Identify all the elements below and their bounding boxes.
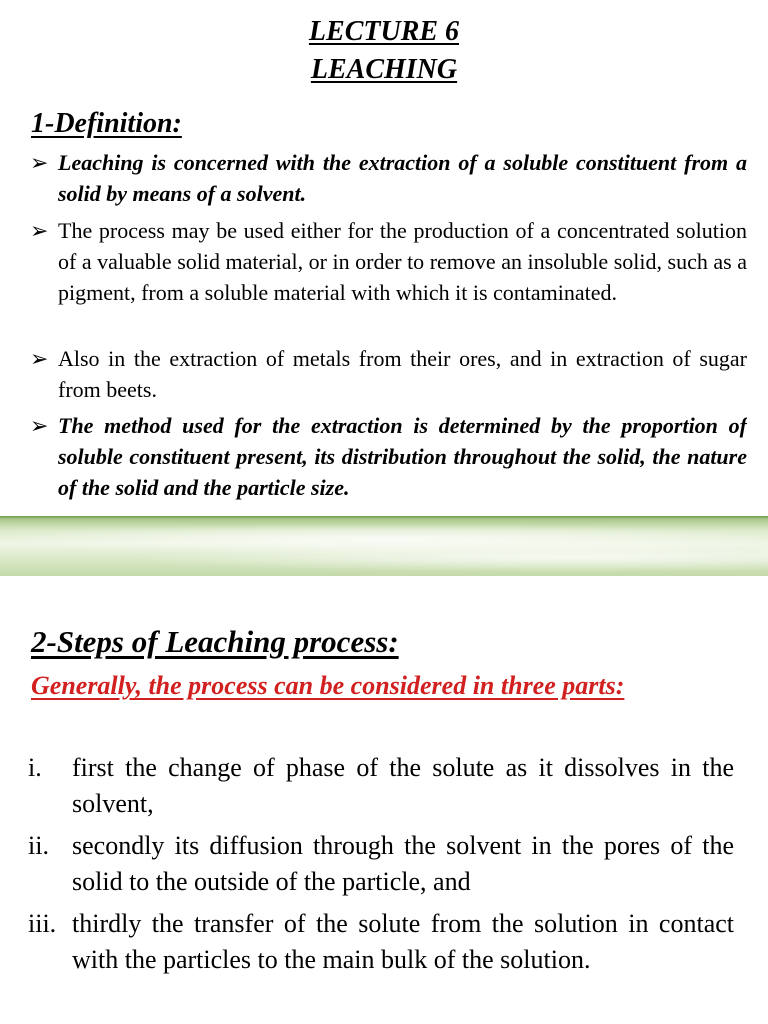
arrow-bullet-icon: ➢ [30,218,49,243]
definition-bullet [30,147,747,209]
step-number: iii. [28,909,57,938]
arrow-bullet-icon: ➢ [30,150,49,175]
definition-heading: 1-Definition: [31,108,182,139]
arrow-bullet-icon: ➢ [30,413,49,438]
definition-bullet [30,343,747,405]
definition-bullet [30,215,747,308]
bullet-text: The process may be used either for the production of a concentrated solution of a valuable solid material, or in order to remove an insoluble solid, such as a pigment, from a soluble material with which it is contaminated. [58,218,747,305]
step-text: secondly its diffusion through the solvent in the pores of the solid to the outside of the particle, and [72,831,734,896]
bullet-text: The method used for the extraction is determined by the proportion of soluble constituent present, its distribution throughout the solid, the nature of the solid and the particle size. [58,413,747,500]
step-text: thirdly the transfer of the solute from the solution in contact with the particles to the main bulk of the solution. [72,909,734,974]
definition-bullet [30,410,747,516]
bullet-text: Leaching is concerned with the extraction of a soluble constituent from a solid by means of a solvent. [58,150,747,206]
step-item [28,906,734,978]
lecture-topic-title: LEACHING [310,54,458,85]
step-item [28,828,734,900]
arrow-bullet-icon: ➢ [30,346,49,371]
steps-heading: 2-Steps of Leaching process: [31,624,399,659]
lecture-slide-2 [0,576,768,1024]
step-item [28,750,734,822]
bullet-text: Also in the extraction of metals from their ores, and in extraction of sugar from beets. [58,346,747,402]
slide-divider-band [0,516,768,576]
step-number: i. [28,753,42,782]
step-number: ii. [28,831,49,860]
lecture-number-title: LECTURE 6 [308,16,460,47]
steps-subheading: Generally, the process can be considered in three parts: [31,671,625,700]
step-text: first the change of phase of the solute as it dissolves in the solvent, [72,753,734,818]
